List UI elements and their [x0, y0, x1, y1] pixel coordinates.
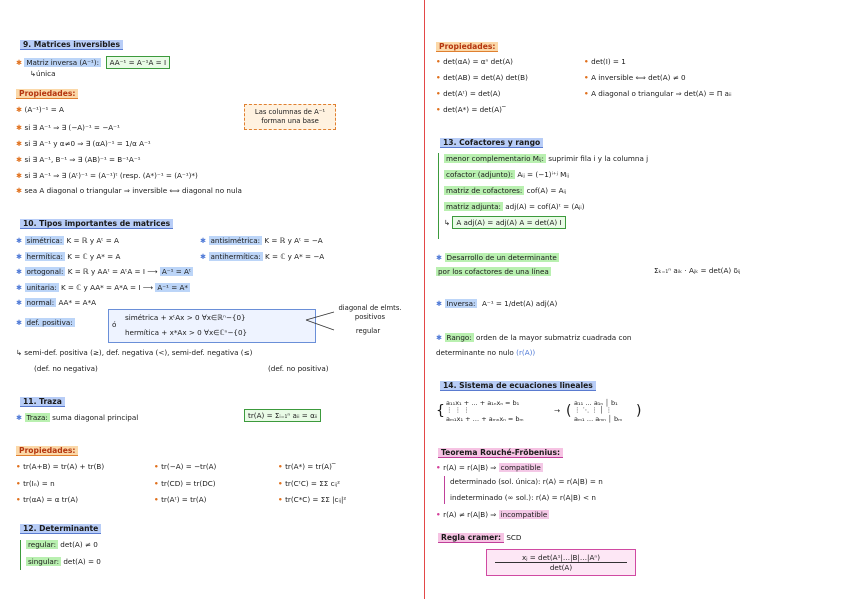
antisymmetric-row: ✱ antisimétrica: K = ℝ y Aᵗ = −A: [200, 236, 323, 245]
trace-prop-7: • tr(αA) = α tr(A): [16, 495, 79, 504]
s11-props-title: Propiedades:: [16, 446, 78, 456]
system-eq-3: aₘ₁x₁ + … + aₘₙxₙ = bₘ: [446, 415, 524, 423]
system-arrow: →: [554, 406, 561, 415]
trace-prop-4: • tr(Iₙ) = n: [16, 479, 55, 488]
rouche-compatible: • r(A) = r(A|B) ⇒ compatible: [436, 463, 541, 472]
right-column: [432, 0, 842, 599]
semi-note-b: (def. no positiva): [268, 364, 329, 373]
s9-prop-1: ✱ (A⁻¹)⁻¹ = A: [16, 105, 64, 114]
adjugate-identity: ↳ A adj(A) = adj(A) A = det(A) I: [444, 218, 566, 228]
rouche-brace: [444, 476, 445, 504]
cofactor-expansion-2: por los cofactores de una línea: [438, 267, 549, 276]
rouche-determined: determinado (sol. única): r(A) = r(A|B) = n: [450, 477, 603, 486]
rank-row: ✱ Rango: orden de la mayor submatriz cuadrada con: [436, 333, 632, 342]
cofactor-matrix-row: matriz de cofactores: cof(A) = Aᵢⱼ: [446, 186, 567, 195]
trace-prop-2: • tr(−A) = −tr(A): [154, 462, 217, 471]
def-positive-or: ó: [112, 320, 117, 329]
adjugate-row: matriz adjunta: adj(A) = cof(A)ᵗ = (Aⱼᵢ): [446, 202, 585, 211]
section-14-title: 14. Sistema de ecuaciones lineales: [440, 381, 596, 391]
section-10-title: 10. Tipos importantes de matrices: [20, 219, 173, 229]
unitary-row: ✱ unitaria: K = ℂ y AA* = A*A = I ⟶ A⁻¹ = A*: [16, 283, 189, 292]
det-props-title: Propiedades:: [436, 42, 498, 52]
system-eq-1: a₁₁x₁ + … + a₁ₙxₙ = b₁: [446, 399, 520, 407]
det-prop-r2: • A inversible ⟺ det(A) ≠ 0: [584, 73, 686, 82]
hermitian-row: ✱ hermítica: K = ℂ y A* = A: [16, 252, 121, 261]
normal-row: ✱ normal: AA* = A*A: [16, 298, 97, 307]
def-positive-label: ✱ def. positiva:: [16, 318, 73, 327]
s9-prop-3: ✱ si ∃ A⁻¹ y α≠0 ⇒ ∃ (αA)⁻¹ = 1/α A⁻¹: [16, 139, 151, 148]
columns-base-note: Las columnas de A⁻¹ forman una base: [244, 104, 336, 130]
def-positive-box: [108, 309, 316, 343]
cramer-denominator: det(A): [549, 563, 573, 572]
trace-definition: ✱ Traza: suma diagonal principal: [16, 413, 139, 422]
orthogonal-row: ✱ ortogonal: K = ℝ y AAᵗ = AᵗA = I ⟶ A⁻¹ = Aᵗ: [16, 267, 192, 276]
trace-formula-box: tr(A) = Σᵢ₌₁ⁿ aᵢᵢ = αᵢᵢ: [244, 411, 321, 421]
det-prop-r1: • det(I) = 1: [584, 57, 626, 66]
inverse-row: ✱ Inversa: A⁻¹ = 1/det(A) adj(A): [436, 299, 558, 308]
determinant-brace: [20, 540, 21, 570]
trace-prop-8: • tr(Aᵗ) = tr(A): [154, 495, 207, 504]
trace-prop-5: • tr(CD) = tr(DC): [154, 479, 216, 488]
trace-prop-6: • tr(CᵗC) = ΣΣ cᵢⱼ²: [278, 479, 340, 488]
section-12-title: 12. Determinante: [20, 524, 101, 534]
cofactor-expansion-1: ✱ Desarrollo de un determinante: [436, 253, 557, 262]
s9-props-title: Propiedades:: [16, 89, 78, 99]
cramer-title: Regla cramer: SCD: [438, 533, 521, 543]
s9-prop-6: ✱ sea A diagonal o triangular ⇒ inversible ⟺ diagonal no nula: [16, 186, 242, 195]
trace-prop-9: • tr(C*C) = ΣΣ |cᵢⱼ|²: [278, 495, 347, 504]
section-13-title: 13. Cofactores y rango: [440, 138, 543, 148]
regular-row: regular: det(A) ≠ 0: [28, 540, 98, 549]
s9-prop-4: ✱ si ∃ A⁻¹, B⁻¹ ⇒ ∃ (AB)⁻¹ = B⁻¹A⁻¹: [16, 155, 141, 164]
unique-note: ↳única: [30, 69, 56, 78]
s9-prop-2: ✱ si ∃ A⁻¹ ⇒ ∃ (−A)⁻¹ = −A⁻¹: [16, 123, 120, 132]
system-brace: {: [436, 403, 445, 419]
matrix-left-paren: (: [566, 403, 572, 419]
left-column: [12, 0, 422, 599]
cofactor-row: cofactor (adjunto): Aᵢⱼ = (−1)ⁱ⁺ʲ Mᵢⱼ: [446, 170, 569, 179]
cofactor-expansion-formula: Σₖ₌₁ⁿ aᵢₖ · Aⱼₖ = det(A) δᵢⱼ: [654, 266, 741, 275]
section-9-title: 9. Matrices inversibles: [20, 40, 123, 50]
trace-prop-3: • tr(A*) = tr(A)‾: [278, 462, 336, 471]
cramer-numerator: xⱼ = det(A¹|…|B|…|Aⁿ): [495, 553, 627, 563]
def-positive-hermitian: hermítica + x*Ax > 0 ∀x∈ℂⁿ−{0}: [125, 328, 248, 337]
singular-row: singular: det(A) = 0: [28, 557, 101, 566]
diagonal-positive-note: diagonal de elmts. positivos: [338, 304, 402, 321]
augmented-row-2: ⋮ ⋱ ⋮ │ ⋮: [574, 406, 613, 414]
det-prop-r3: • A diagonal o triangular ⇒ det(A) = Π aᵢᵢ: [584, 89, 732, 98]
augmented-row-3: aₘ₁ … aₘₙ │ bₘ: [574, 415, 623, 423]
cramer-formula-box: [486, 549, 636, 576]
semi-definite-row: ↳ semi-def. positiva (≥), def. negativa (<), semi-def. negativa (≤): [16, 348, 253, 357]
rouche-indetermined: indeterminado (∞ sol.): r(A) = r(A|B) < n: [450, 493, 596, 502]
regular-note: regular: [355, 327, 381, 335]
s9-prop-5: ✱ si ∃ A⁻¹ ⇒ ∃ (Aᵗ)⁻¹ = (A⁻¹)ᵗ (resp. (A*)⁻¹ = (A⁻¹)*): [16, 171, 198, 180]
det-prop-l1: • det(αA) = αⁿ det(A): [436, 57, 513, 66]
def-positive-arrows: [304, 306, 338, 336]
column-divider: [424, 0, 425, 599]
trace-prop-1: • tr(A+B) = tr(A) + tr(B): [16, 462, 105, 471]
def-positive-symmetric: simétrica + xᵗAx > 0 ∀x∈ℝⁿ−{0}: [125, 313, 246, 322]
det-prop-l3: • det(Aᵗ) = det(A): [436, 89, 501, 98]
minor-row: menor complementario Mᵢⱼ: suprimir fila i y la columna j: [446, 154, 649, 163]
augmented-row-1: a₁₁ … a₁ₙ │ b₁: [574, 399, 618, 407]
antihermitian-row: ✱ antihermítica: K = ℂ y A* = −A: [200, 252, 325, 261]
rank-row-2: determinante no nulo (r(A)): [436, 348, 536, 357]
matrix-right-paren: ): [636, 403, 642, 419]
inverse-formula-box: AA⁻¹ = A⁻¹A = I: [106, 56, 171, 69]
rouche-title: Teorema Rouché-Fröbenius:: [438, 448, 563, 458]
symmetric-row: ✱ simétrica: K = ℝ y Aᵗ = A: [16, 236, 119, 245]
cofactor-brace: [438, 153, 439, 239]
det-prop-l4: • det(A*) = det(A)‾: [436, 105, 506, 114]
system-eq-2: ⋮ ⋮ ⋮: [446, 406, 470, 414]
section-11-title: 11. Traza: [20, 397, 65, 407]
rouche-incompatible: • r(A) ≠ r(A|B) ⇒ incompatible: [436, 510, 548, 519]
semi-note-a: (def. no negativa): [34, 364, 98, 373]
det-prop-l2: • det(AB) = det(A) det(B): [436, 73, 528, 82]
inverse-definition: ✱ Matriz inversa (A⁻¹): AA⁻¹ = A⁻¹A = I: [16, 58, 170, 68]
